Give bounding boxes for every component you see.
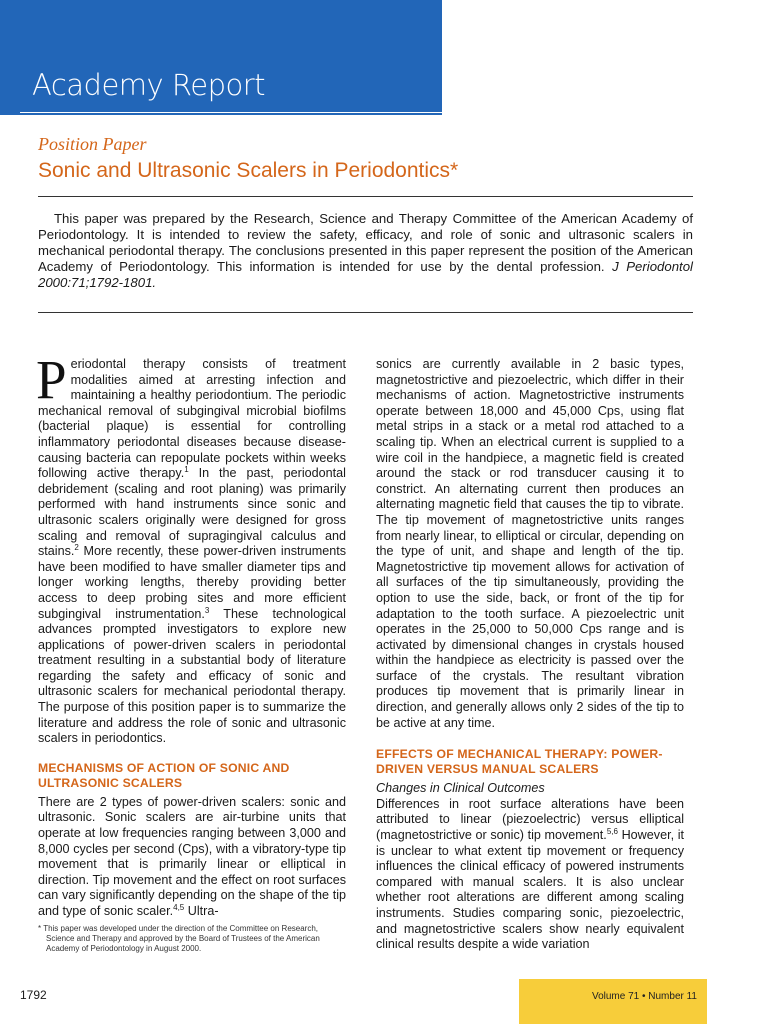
footnote (38, 924, 346, 954)
mechanisms-text-a: There are 2 types of power-driven scalers: sonic and ultrasonic. Sonic scalers are air-turbine units that operate at low frequencies ranging between 3,000 and 8,000 cycles per second (Cps), with a vibratory-type tip movement that is primarily linear or elliptical in direction. Tip movement and the effect on root surfaces can vary significantly depending on the shape of the tip and type of sonic scaler. (38, 794, 346, 918)
article-label: Position Paper (38, 134, 147, 154)
abstract (38, 211, 693, 291)
title-rule (38, 196, 693, 197)
intro-text-a: eriodontal therapy consists of treatment modalities aimed at arresting infection and maintaining a healthy periodontium. The periodic mechanical removal of subgingival microbial biofilms (bacterial plaque) is essential for controlling inflammatory periodontal diseases because disease-causing bacteria can repopulate pockets within weeks following active therapy. (38, 357, 346, 481)
dropcap: P (36, 349, 67, 410)
section-heading-mechanisms: MECHANISMS OF ACTION OF SONIC AND ULTRASONIC SCALERS (38, 760, 290, 790)
header-banner (0, 0, 442, 115)
banner-title: Academy Report (32, 68, 266, 102)
page-number: 1792 (20, 988, 47, 1002)
ref-4-5: 4,5 (173, 902, 185, 912)
footnote-text: * This paper was developed under the direction of the Committee on Research, Science and Therapy and approved by the Board of Trustees of the American Academy of Periodontology in August 2000. (38, 924, 320, 953)
ultrasonics-paragraph: sonics are currently available in 2 basic types, magnetostrictive and piezoelectric, which differ in their mechanisms of action. Magnetostrictive instruments operate between 18,000 and 45,000 Cps, using flat metal strips in a stack or a metal rod attached to a scaling tip. When an electrical current is supplied to a wire coil in the handpiece, a magnetic field is created around the stack or rod transducer causing it to constrict. An alternating current then produces an alternating magnetic field that causes the tip to vibrate. The tip movement of magnetostrictive units ranges from nearly linear, to elliptical or circular, depending on the type of unit, and shape and length of the tip. Magnetostrictive tip movement allows for activation of all surfaces of the tip simultaneously, providing the option to use the side, back, or front of the tip for adaptation to the tooth surface. A piezoelectric unit operates in the 25,000 to 50,000 Cps range and is activated by dimensional changes in crystals housed within the handpiece as electricity is passed over the surface of the crystals. The resultant vibration produces tip movement that is primarily linear in direction, and generally allows only 2 sides of the tip to be active at any time. (376, 357, 684, 730)
abstract-citation: J Periodontol 2000:71;1792-1801. (38, 259, 693, 290)
volume-box (519, 979, 707, 1024)
effects-paragraph (376, 797, 684, 953)
mechanisms-paragraph (38, 795, 346, 920)
abstract-rule (38, 312, 693, 313)
effects-text-a: Differences in root surface alterations have been attributed to linear (piezoelectric) versus elliptical (magnetostrictive or sonic) tip movement. (376, 796, 684, 843)
subheading-clinical-outcomes: Changes in Clinical Outcomes (376, 781, 545, 796)
mechanisms-text-b: Ultra- (184, 904, 219, 918)
article-title: Sonic and Ultrasonic Scalers in Periodontics* (38, 159, 459, 182)
intro-paragraph (36, 349, 346, 747)
intro-text-c: More recently, these power-driven instruments have been modified to have smaller diameter tips and longer working lengths, thereby providing better access to deep probing sites and more efficient subgingival instrumentation. (38, 544, 346, 621)
intro-text-d: These technological advances prompted investigators to explore new applications of power-driven scalers in periodontal treatment resulting in a substantial body of literature regarding the safety and efficacy of sonic and ultrasonic scalers for mechanical periodontal therapy. The purpose of this position paper is to summarize the literature and address the role of sonic and ultrasonic scalers in periodontics. (38, 606, 346, 746)
intro-text-b: In the past, periodontal debridement (scaling and root planing) was primarily performed with hand instruments since sonic and ultrasonic scalers originally were designed for gross scaling and removal of supragingival calculus and stains. (38, 466, 346, 559)
left-column (36, 349, 346, 920)
banner-divider (20, 112, 442, 113)
ref-3: 3 (204, 605, 210, 615)
right-column (376, 357, 684, 953)
section-heading-effects: EFFECTS OF MECHANICAL THERAPY: POWER-DRIVEN VERSUS MANUAL SCALERS (376, 747, 663, 777)
effects-text-b: However, it is unclear to what extent tip movement or frequency influences the clinical efficacy of powered instruments compared with manual scalers. It is also unclear whether root alterations are different among scaling instruments. Studies comparing sonic, piezoelectric, and magnetostrictive scalers show nearly equivalent clinical results despite a wide variation (376, 828, 684, 952)
ref-1: 1 (184, 464, 189, 474)
volume-label: Volume 71 • Number 11 (591, 991, 697, 1002)
ref-5-6: 5,6 (606, 826, 618, 836)
ref-2: 2 (74, 542, 79, 552)
abstract-text: This paper was prepared by the Research, Science and Therapy Committee of the American Academy of Periodontology. It is intended to review the safety, efficacy, and role of sonic and ultrasonic scalers in mechanical periodontal therapy. The conclusions presented in this paper represent the position of the American Academy of Periodontology. This information is intended for use by the dental profession. (38, 211, 693, 274)
